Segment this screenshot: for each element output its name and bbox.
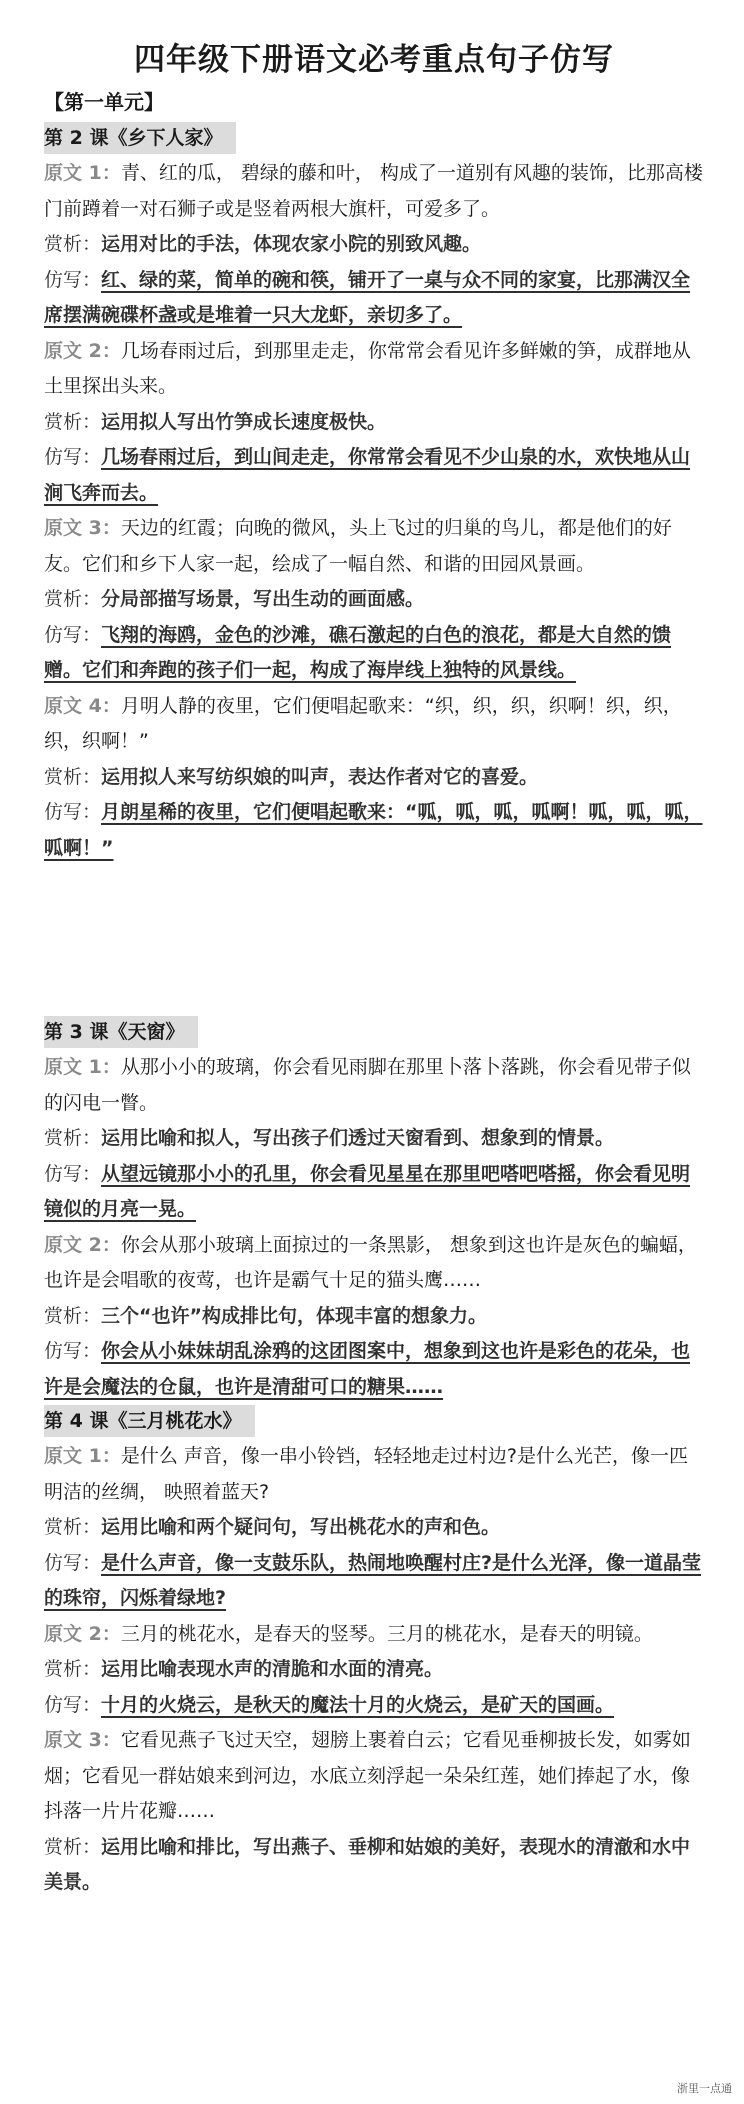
analysis-text: 运用比喻和两个疑问句，写出桃花水的声和色。 (101, 1516, 501, 1538)
section-spacer (44, 866, 704, 1016)
analysis (44, 405, 704, 441)
imitation-label: 仿写： (44, 801, 102, 823)
analysis-label: 赏析： (44, 233, 102, 255)
imitation-label: 仿写： (44, 1551, 102, 1574)
imitation-label: 仿写： (44, 623, 102, 646)
imitation-text: 月朗星稀的夜里，它们便唱起歌来：“呱，呱，呱，呱啊！呱，呱，呱，呱啊！” (44, 801, 703, 859)
unit-heading: 【第一单元】 (44, 90, 164, 114)
imitation-label: 仿写： (44, 1693, 102, 1716)
imitation (44, 1334, 704, 1405)
analysis-label: 赏析： (44, 410, 102, 433)
analysis-text: 分局部描写场景，写出生动的画面感。 (101, 588, 425, 610)
original-label: 原文 2： (44, 1622, 121, 1645)
page-title: 四年级下册语文必考重点句子仿写 (134, 42, 614, 78)
document-page (44, 38, 704, 1901)
imitation-text: 是什么声音，像一支鼓乐队，热闹地唤醒村庄?是什么光泽，像一道晶莹的珠帘，闪烁着绿地? (44, 1551, 702, 1609)
imitation-text: 几场春雨过后，到山间走走，你常常会看见不少山泉的水，欢快地从山涧飞奔而去。 (44, 446, 691, 504)
analysis (44, 1652, 704, 1688)
imitation (44, 1688, 704, 1724)
imitation-label: 仿写： (44, 446, 102, 468)
original-text: 是什么 声音，像一串小铃铛，轻轻地走过村边?是什么光芒，像一匹明洁的丝绸， 映照着蓝天? (44, 1445, 688, 1503)
original-text: 从那小小的玻璃，你会看见雨脚在那里卜落卜落跳，你会看见带子似的闪电一瞥。 (44, 1056, 691, 1114)
original-sentence (44, 334, 704, 405)
analysis-label: 赏析： (44, 1127, 102, 1149)
lesson-heading: 第 2 课《乡下人家》 (44, 122, 236, 154)
analysis-label: 赏析： (44, 1304, 102, 1327)
imitation-text: 十月的火烧云，是秋天的魔法十月的火烧云，是矿天的国画。 (101, 1693, 615, 1716)
lesson-heading: 第 3 课《天窗》 (44, 1016, 198, 1048)
original-sentence (44, 511, 704, 582)
imitation (44, 795, 704, 866)
original-label: 原文 2： (44, 1233, 121, 1256)
original-sentence (44, 1723, 704, 1830)
original-text: 三月的桃花水，是春天的竖琴。三月的桃花水，是春天的明镜。 (120, 1622, 653, 1645)
analysis-text: 运用拟人写出竹笋成长速度极快。 (101, 410, 387, 433)
imitation-text: 你会从小妹妹胡乱涂鸦的这团图案中，想象到这也许是彩色的花朵，也许是会魔法的仓鼠，也许是清甜可口的糖果…… (44, 1340, 691, 1398)
original-sentence (44, 1050, 704, 1121)
analysis (44, 1830, 704, 1901)
imitation (44, 618, 704, 689)
analysis-text: 运用比喻和排比，写出燕子、垂柳和姑娘的美好，表现水的清澈和水中美景。 (44, 1835, 691, 1893)
imitation-label: 仿写： (44, 268, 102, 291)
imitation-label: 仿写： (44, 1340, 102, 1362)
imitation (44, 1157, 704, 1228)
original-label: 原文 4： (44, 694, 121, 717)
original-sentence (44, 156, 704, 227)
original-label: 原文 3： (44, 1729, 121, 1751)
original-sentence (44, 1228, 704, 1299)
original-label: 原文 1： (44, 1445, 121, 1467)
imitation-label: 仿写： (44, 1162, 102, 1185)
analysis-label: 赏析： (44, 1516, 102, 1538)
analysis (44, 582, 704, 618)
analysis (44, 1299, 704, 1335)
original-text: 几场春雨过后，到那里走走，你常常会看见许多鲜嫩的笋，成群地从土里探出头来。 (44, 339, 691, 397)
analysis-label: 赏析： (44, 1658, 102, 1680)
analysis-text: 运用比喻表现水声的清脆和水面的清亮。 (101, 1658, 444, 1680)
original-text: 你会从那小玻璃上面掠过的一条黑影， 想象到这也许是灰色的蝙蝠，也许是会唱歌的夜莺，也许是霸气十足的猫头鹰…… (44, 1233, 697, 1291)
imitation-text: 飞翔的海鸥，金色的沙滩，礁石激起的白色的浪花，都是大自然的馈赠。它们和奔跑的孩子们一起，构成了海岸线上独特的风景线。 (44, 623, 672, 681)
original-label: 原文 2： (44, 339, 121, 362)
original-sentence (44, 1439, 704, 1510)
analysis-text: 三个“也许”构成排比句，体现丰富的想象力。 (101, 1304, 487, 1327)
analysis (44, 227, 704, 263)
original-sentence (44, 689, 704, 760)
analysis-text: 运用对比的手法，体现农家小院的别致风趣。 (101, 233, 482, 255)
original-label: 原文 1： (44, 1056, 121, 1078)
analysis-text: 运用比喻和拟人，写出孩子们透过天窗看到、想象到的情景。 (101, 1127, 615, 1149)
analysis-text: 运用拟人来写纺织娘的叫声，表达作者对它的喜爱。 (101, 765, 539, 788)
original-text: 天边的红霞；向晚的微风，头上飞过的归巢的鸟儿，都是他们的好友。它们和乡下人家一起，绘成了一幅自然、和谐的田园风景画。 (44, 517, 672, 575)
original-label: 原文 1： (44, 162, 121, 184)
analysis-label: 赏析： (44, 765, 102, 788)
imitation (44, 1546, 704, 1617)
watermark-text: 浙里一点通 (677, 2082, 732, 2095)
imitation-text: 从望远镜那小小的孔里，你会看见星星在那里吧嗒吧嗒摇，你会看见明镜似的月亮一晃。 (44, 1162, 691, 1220)
original-text: 青、红的瓜， 碧绿的藤和叶， 构成了一道别有风趣的装饰，比那高楼门前蹲着一对石狮子或是竖着两根大旗杆，可爱多了。 (44, 162, 703, 220)
imitation-text: 红、绿的菜，简单的碗和筷，铺开了一桌与众不同的家宴，比那满汉全席摆满碗碟杯盏或是堆着一只大龙虾，亲切多了。 (44, 268, 691, 326)
analysis (44, 760, 704, 796)
original-text: 它看见燕子飞过天空，翅膀上裹着白云；它看见垂柳披长发，如雾如烟；它看见一群姑娘来到河边，水底立刻浮起一朵朵红莲，她们捧起了水，像抖落一片片花瓣…… (44, 1729, 691, 1822)
analysis-label: 赏析： (44, 1835, 102, 1858)
imitation (44, 440, 704, 511)
original-text: 月明人静的夜里，它们便唱起歌来：“织，织，织，织啊！织，织，织，织啊！” (44, 694, 682, 752)
original-sentence (44, 1617, 704, 1653)
imitation (44, 263, 704, 334)
original-label: 原文 3： (44, 517, 121, 539)
lesson-heading: 第 4 课《三月桃花水》 (44, 1405, 255, 1437)
analysis (44, 1121, 704, 1157)
analysis-label: 赏析： (44, 588, 102, 610)
analysis (44, 1510, 704, 1546)
